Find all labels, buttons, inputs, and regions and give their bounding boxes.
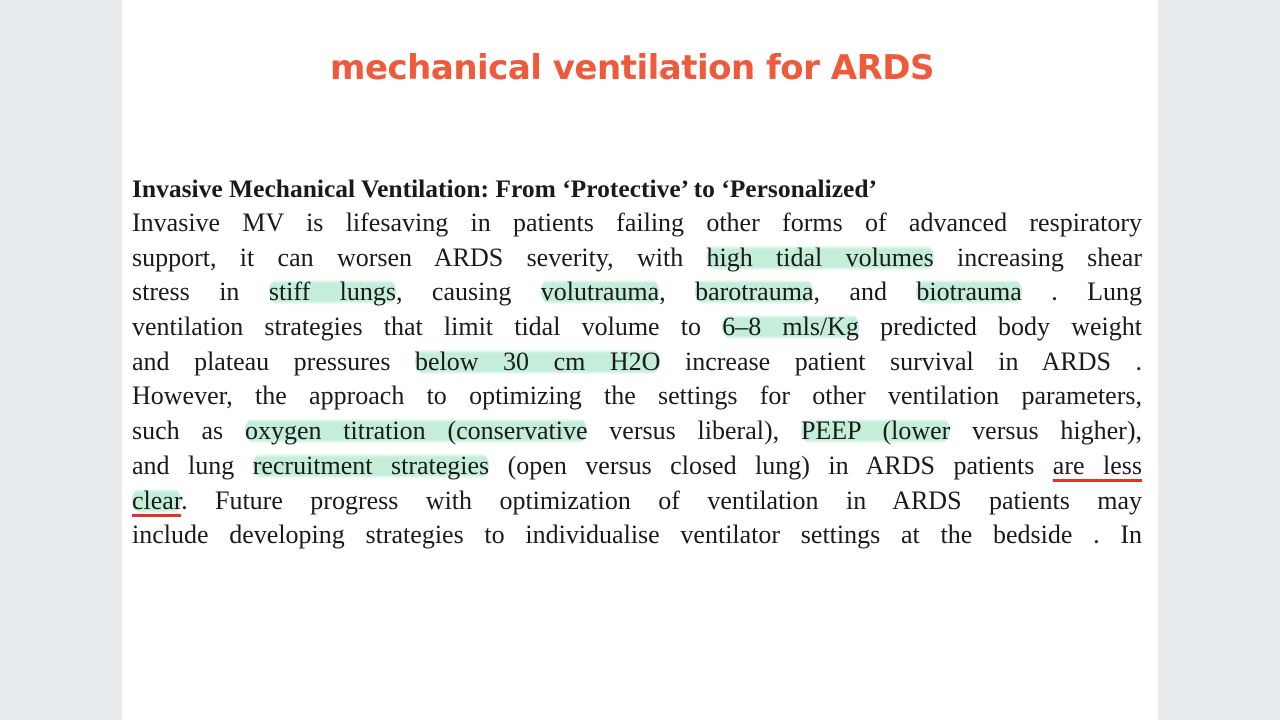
highlighted-underlined-phrase: clear: [132, 485, 182, 515]
text-segment: predicted body weight: [858, 312, 1142, 342]
text-segment: support, it can worsen ARDS severity, with: [132, 242, 707, 272]
text-segment: such as: [132, 416, 245, 446]
text-segment: versus higher),: [950, 416, 1142, 446]
text-segment: . Future progress with optimization of ventilation in ARDS patients may: [181, 485, 1142, 515]
text-line: [132, 310, 1142, 345]
text-segment: include developing strategies to individualise ventilator settings at the bedside . In: [132, 520, 1142, 550]
text-segment: and plateau pressures: [132, 346, 415, 376]
highlighted-phrase: 6–8 mls/Kg: [722, 312, 859, 342]
highlighted-phrase: barotrauma: [695, 277, 814, 307]
text-segment: Invasive MV is lifesaving in patients failing other forms of advanced respiratory: [132, 208, 1142, 237]
text-segment: and lung: [132, 450, 253, 480]
slide-title: [122, 48, 1158, 88]
text-segment: . Lung: [1021, 277, 1142, 307]
highlighted-phrase: stiff lungs: [268, 277, 396, 307]
text-line: [132, 484, 1142, 519]
document-excerpt: [132, 172, 1142, 553]
text-line: [132, 345, 1142, 380]
document-page: [122, 0, 1158, 720]
text-line: [132, 206, 1142, 241]
text-line: [132, 414, 1142, 449]
highlighted-phrase: biotrauma: [916, 277, 1022, 307]
text-segment: , and: [813, 277, 917, 307]
highlighted-phrase: volutrauma: [540, 277, 660, 307]
body-paragraph: [132, 206, 1142, 553]
text-segment: versus liberal),: [587, 416, 801, 446]
highlighted-phrase: oxygen titration (conservative: [244, 416, 588, 446]
text-line: [132, 518, 1142, 553]
text-line: [132, 275, 1142, 310]
underlined-phrase: are less: [1052, 450, 1142, 480]
text-line: [132, 379, 1142, 414]
text-segment: , causing: [396, 277, 541, 307]
text-segment: (open versus closed lung) in ARDS patients: [489, 450, 1053, 480]
text-line: [132, 449, 1142, 484]
highlighted-phrase: recruitment strategies: [252, 450, 490, 480]
text-segment: ventilation strategies that limit tidal volume to: [132, 312, 723, 342]
text-segment: ,: [659, 277, 696, 307]
text-segment: increasing shear: [933, 242, 1142, 272]
text-line: [132, 241, 1142, 276]
text-segment: However, the approach to optimizing the settings for other ventilation parameters,: [132, 381, 1142, 411]
slide-title-text: mechanical ventilation for ARDS: [330, 48, 934, 88]
highlighted-phrase: below 30 cm H2O: [414, 346, 661, 376]
text-segment: increase patient survival in ARDS .: [660, 346, 1143, 376]
highlighted-phrase: PEEP (lower: [800, 416, 951, 446]
text-segment: stress in: [132, 277, 269, 307]
highlighted-phrase: high tidal volumes: [706, 242, 934, 272]
section-heading: Invasive Mechanical Ventilation: From ‘Protective’ to ‘Personalized’: [132, 174, 878, 203]
